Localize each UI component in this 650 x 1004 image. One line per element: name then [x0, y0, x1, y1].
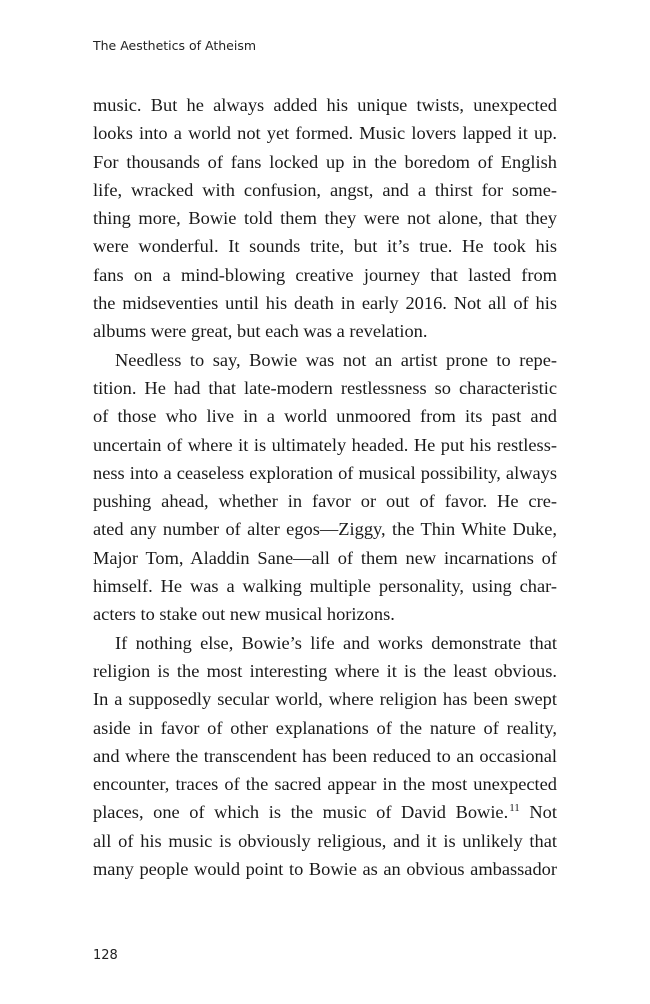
running-head: The Aesthetics of Atheism [93, 38, 257, 53]
text-line: For thousands of fans locked up in the boredom of English [93, 151, 557, 172]
text-line: pushing ahead, whether in favor or out of favor. He cre- [93, 491, 557, 512]
text-line: looks into a world not yet formed. Music lovers lapped it up. [93, 123, 557, 144]
text-line: the midseventies until his death in early 2016. Not all of his [93, 293, 557, 314]
text-fragment: places, one of which is the music of David Bowie. [93, 802, 509, 823]
text-line: In a supposedly secular world, where religion has been swept [93, 689, 557, 710]
text-line: aside in favor of other explanations of the nature of reality, [93, 717, 557, 738]
text-line: all of his music is obviously religious, and it is unlikely that [93, 830, 557, 851]
text-line: music. But he always added his unique twists, unexpected [93, 95, 557, 115]
text-line: encounter, traces of the sacred appear in the most unexpected [93, 774, 557, 795]
text-line: ated any number of alter egos—Ziggy, the Thin White Duke, [93, 519, 557, 540]
text-line: many people would point to Bowie as an obvious ambassador [93, 859, 557, 880]
text-line: ness into a ceaseless exploration of musical possibility, always [93, 462, 557, 483]
text-line: acters to stake out new musical horizons. [93, 604, 395, 625]
text-line: religion is the most interesting where it is the least obvious. [93, 660, 557, 681]
text-line: himself. He was a walking multiple personality, using char- [93, 576, 557, 597]
text-line-with-footnote [93, 798, 557, 826]
text-line: Needless to say, Bowie was not an artist prone to repe- [115, 349, 557, 370]
footnote-marker[interactable]: 11 [509, 802, 520, 815]
text-fragment: Not [529, 802, 557, 823]
text-line: uncertain of where it is ultimately headed. He put his restless- [93, 434, 557, 455]
text-line: fans on a mind-blowing creative journey that lasted from [93, 264, 557, 285]
text-line: of those who live in a world unmoored from its past and [93, 406, 557, 427]
text-line: albums were great, but each was a revelation. [93, 321, 428, 342]
text-line: tition. He had that late-modern restlessness so characteristic [93, 377, 557, 398]
text-line: thing more, Bowie told them they were not alone, that they [93, 208, 557, 229]
text-line: Major Tom, Aladdin Sane—all of them new incarnations of [93, 547, 557, 568]
page-number: 128 [93, 948, 118, 963]
body-text [93, 91, 557, 883]
text-line: life, wracked with confusion, angst, and a thirst for some- [93, 179, 557, 200]
text-line: and where the transcendent has been reduced to an occasional [93, 745, 557, 766]
text-line: were wonderful. It sounds trite, but it’s true. He took his [93, 236, 557, 257]
text-line: If nothing else, Bowie’s life and works demonstrate that [115, 632, 557, 653]
